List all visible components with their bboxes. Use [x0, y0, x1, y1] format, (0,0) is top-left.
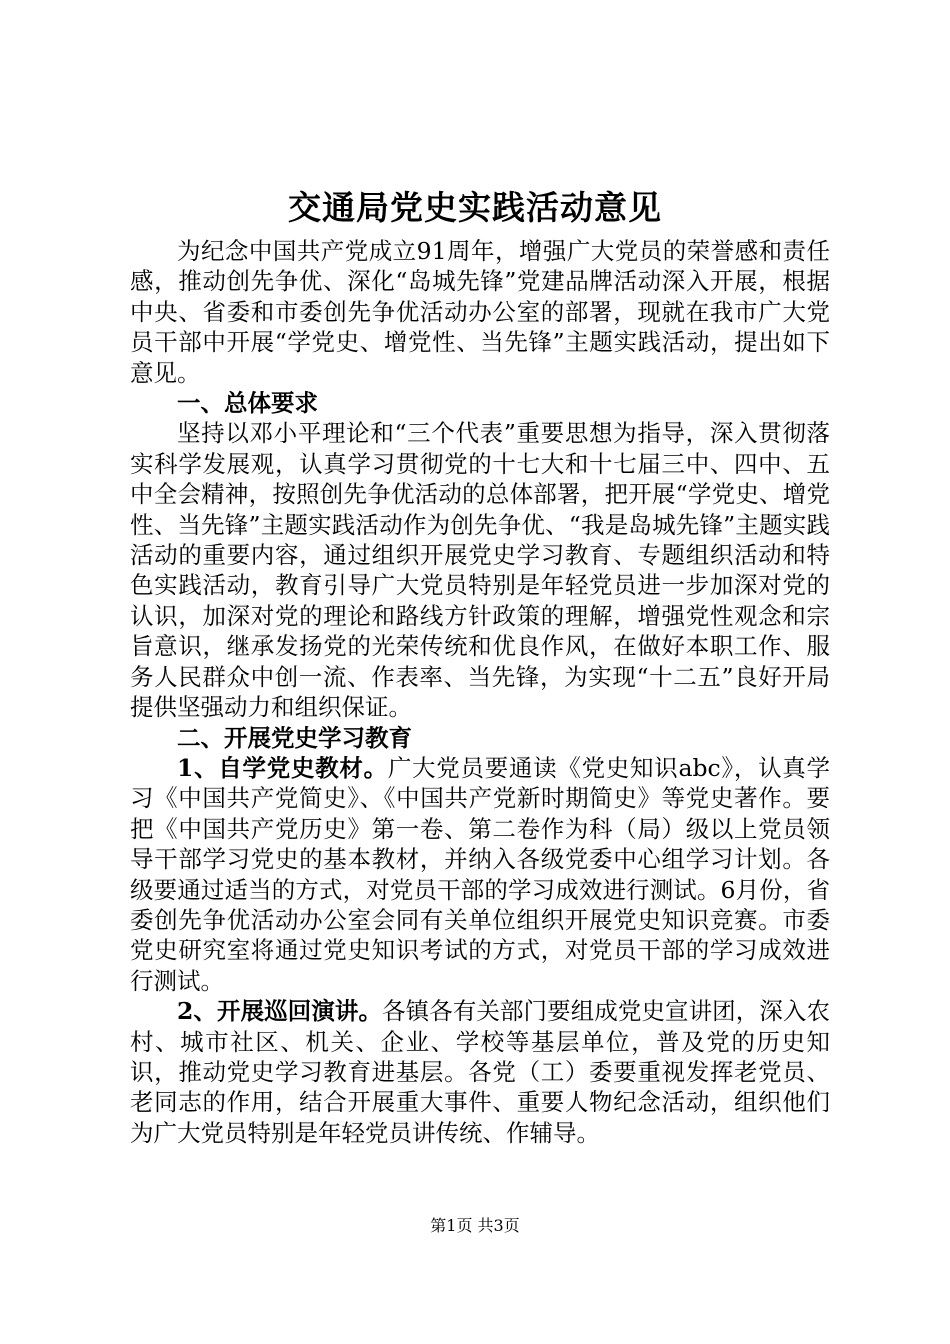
document-body [130, 236, 830, 1148]
section-paragraph-general-requirements: 坚持以邓小平理论和“三个代表”重要思想为指导，深入贯彻落实科学发展观，认真学习贯彻党的十七大和十七届三中、四中、五中全会精神，按照创先争优活动的总体部署，把开展“学党史、增党性、当先锋”主题实践活动作为创先争优、“我是岛城先锋”主题实践活动的重要内容，通过组织开展党史学习教育、专题组织活动和特色实践活动，教育引导广大党员特别是年轻党员进一步加深对党的认识，加深对党的理论和路线方针政策的理解，增强党性观念和宗旨意识，继承发扬党的光荣传统和优良作风，在做好本职工作、服务人民群众中创一流、作表率、当先锋，为实现“十二五”良好开局提供坚强动力和组织保证。 [130, 419, 830, 722]
page-footer: 第1页 共3页 [430, 1216, 520, 1235]
document-title: 交通局党史实践活动意见 [288, 188, 662, 227]
intro-paragraph: 为纪念中国共产党成立91周年，增强广大党员的荣誉感和责任感，推动创先争优、深化“岛城先锋”党建品牌活动深入开展，根据中央、省委和市委创先争优活动办公室的部署，现就在我市广大党员干部中开展“学党史、增党性、当先锋”主题实践活动，提出如下意见。 [130, 237, 830, 387]
section-heading-party-history-education: 二、开展党史学习教育 [177, 723, 412, 752]
item-body-lecture-tour: 各镇各有关部门要组成党史宣讲团，深入农村、城市社区、机关、企业、学校等基层单位，普及党的历史知识，推动党史学习教育进基层。各党（工）委要重视发挥老党员、老同志的作用，结合开展重大事件、重要人物纪念活动，组织他们为广大党员特别是年轻党员讲传统、作辅导。 [130, 997, 831, 1147]
item-lead-self-study: 1、自学党史教材。 [177, 753, 388, 782]
item-paragraph-lecture-tour [130, 996, 830, 1148]
section-heading-general-requirements: 一、总体要求 [177, 389, 318, 418]
item-body-self-study: 广大党员要通读《党史知识abc》，认真学习《中国共产党简史》、《中国共产党新时期简史》等党史著作。要把《中国共产党历史》第一卷、第二卷作为科（局）级以上党员领导干部学习党史的基本教材，并纳入各级党委中心组学习计划。各级要通过适当的方式，对党员干部的学习成效进行测试。6月份，省委创先争优活动办公室会同有关单位组织开展党史知识竞赛。市委党史研究室将通过党史知识考试的方式，对党员干部的学习成效进行测试。 [130, 753, 831, 995]
item-paragraph-self-study [130, 753, 830, 996]
item-lead-lecture-tour: 2、开展巡回演讲。 [177, 997, 383, 1026]
